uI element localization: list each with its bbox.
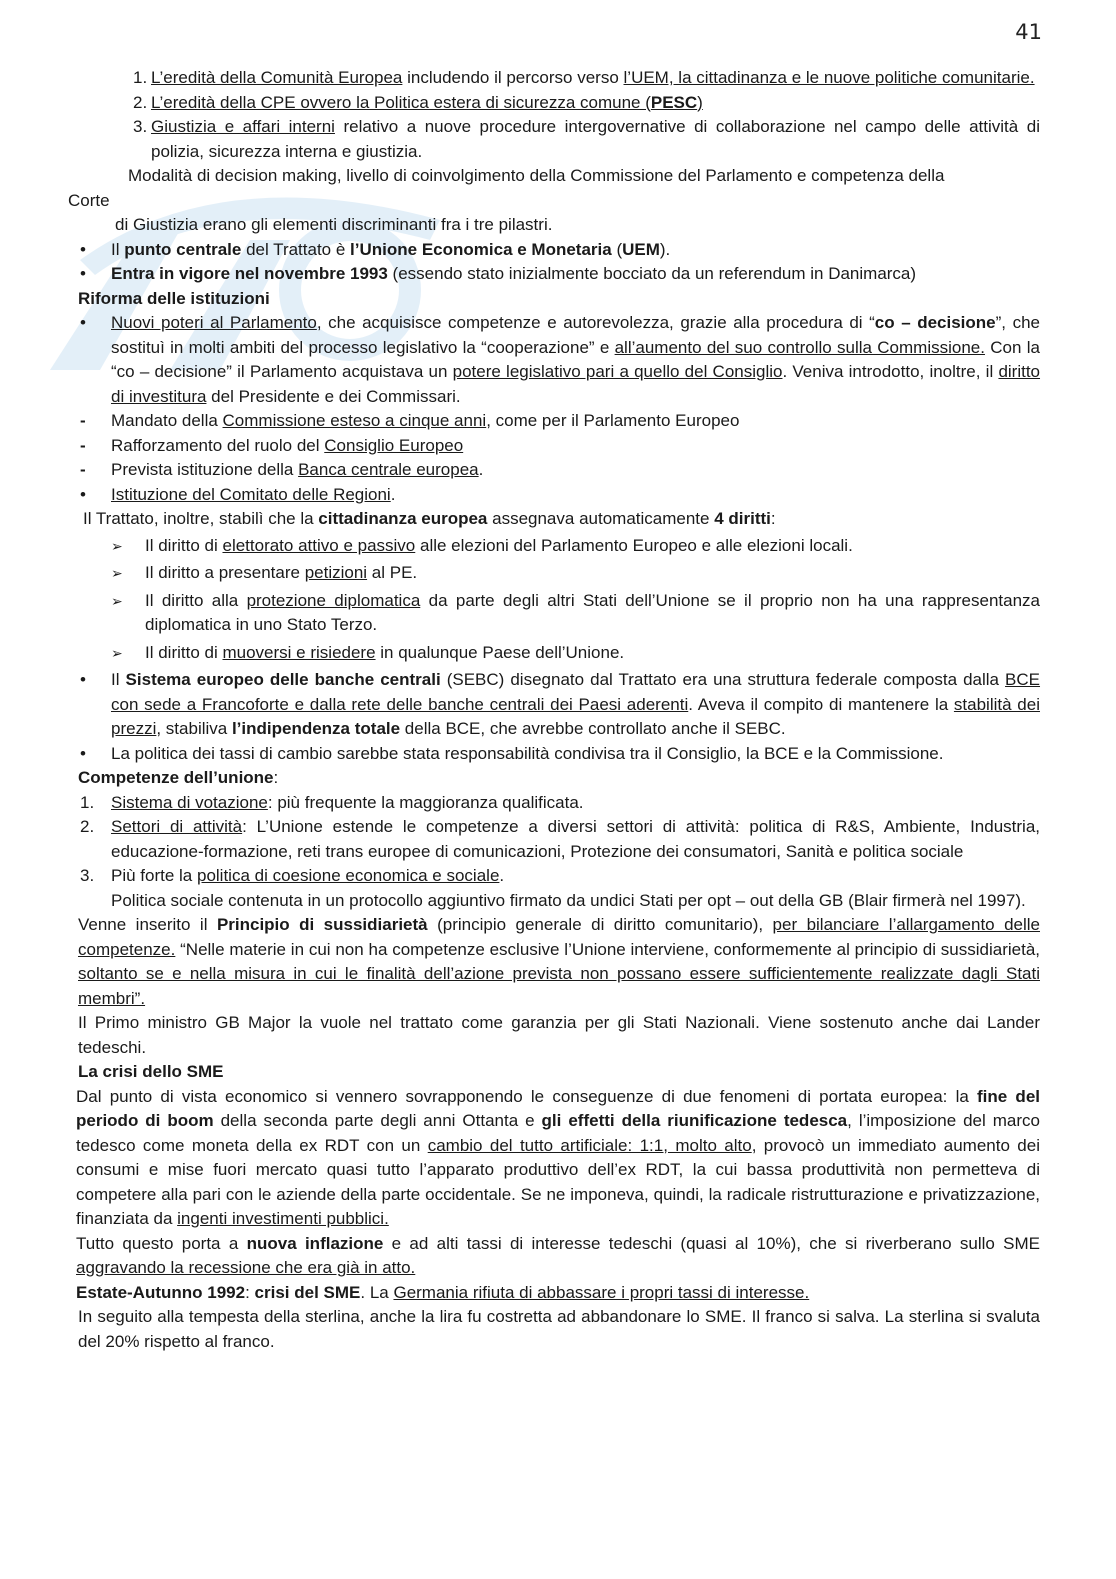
bullet-nuovi-poteri: • Nuovi poteri al Parlamento, che acquisisce competenze e autorevolezza, grazie alla procedura di “co – decisione”, che sostituì in molti ambiti del processo legislativo la “cooperazione” e all’aumento del suo controllo sulla Commissione. Con la “co – decisione” il Parlamento acquistava un potere legislativo pari a quello del Consiglio. Veniva introdotto, inoltre, il diritto di investitura del Presidente e dei Commissari. [80,313,1041,406]
competenza-item-2: 2. Settori di attività: L’Unione estende le competenze a diversi settori di attività: politica di R&S, Ambiente, Industria, educazione-formazione, reti trans europee di comunicazioni, Protezione dei consumatori, Sanità e politica sociale [80,817,1040,861]
diritto-item-4: ➢ Il diritto di muoversi e risiedere in qualunque Paese dell’Unione. [111,642,625,662]
sterlina-paragraph: In seguito alla tempesta della sterlina, anche la lira fu costretta ad abbandonare lo SME. Il franco si salva. La sterlina si svaluta del 20% rispetto al franco. [78,1307,1040,1351]
diritto-item-1: ➢ Il diritto di elettorato attivo e passivo alle elezioni del Parlamento Europeo e alle elezioni locali. [111,535,853,555]
dash-item-commissione: - Mandato della Commissione esteso a cinque anni, come per il Parlamento Europeo [80,411,740,430]
inflazione-paragraph: Tutto questo porta a nuova inflazione e ad alti tassi di interesse tedeschi (quasi al 10%), che si riverberano sullo SME aggravando la recessione che era già in atto. [76,1233,1040,1277]
numbered-item-2: 2. L’eredità della CPE ovvero la Politica estera di sicurezza comune (PESC) [133,92,703,112]
competenza-item-3: 3. Più forte la politica di coesione economica e sociale. [80,866,505,885]
bullet-sebc: • Il Sistema europeo delle banche centrali (SEBC) disegnato dal Trattato era una struttura federale composta dalla BCE con sede a Francoforte e dalla rete delle banche centrali dei Paesi aderenti. Aveva il compito di mantenere la stabilità dei prezzi, stabiliva l’indipendenza totale della BCE, che avrebbe controllato anche il SEBC. [80,670,1041,738]
modalita-line-3: di Giustizia erano gli elementi discriminanti fra i tre pilastri. [115,215,553,234]
crisi-paragraph: Dal punto di vista economico si vennero sovrapponendo le conseguenze di due fenomeni di portata europea: la fine del periodo di boom della seconda parte degli anni Ottanta e gli effetti della riunificazione tedesca, l’imposizione del marco tedesco come moneta della ex RDT con un cambio del tutto artificiale: 1:1, molto alto, provocò un immediato aumento dei consumi e mise fuori mercato quasi tutto l’apparato produttivo dell’ex RDT, la cui bassa produttività non permetteva di competere alla pari con le aziende della parte occidentale. Se ne imponeva, quindi, la radicale ristrutturazione e privatizzazione, finanziata da ingenti investimenti pubblici. [76,1086,1040,1228]
bullet-tassi-cambio: • La politica dei tassi di cambio sarebbe stata responsabilità condivisa tra il Consiglio, la BCE e la Commissione. [80,743,944,763]
document-body [68,66,1041,1354]
numbered-item-3: 3. Giustizia e affari interni relativo a nuove procedure intergovernative di collaborazione nel campo delle attività di polizia, sicurezza interna e giustizia. [133,117,1040,161]
politica-sociale: Politica sociale contenuta in un protocollo aggiuntivo firmato da undici Stati per opt – out della GB (Blair firmerà nel 1997). [111,890,1026,910]
numbered-item-1: 1. L’eredità della Comunità Europea includendo il percorso verso l’UEM, la cittadinanza e le nuove politiche comunitarie. [133,68,1035,87]
modalita-line-1: Modalità di decision making, livello di coinvolgimento della Commissione del Parlamento e competenza della [128,166,945,185]
modalita-line-2: Corte [68,190,110,210]
cittadinanza-intro: Il Trattato, inoltre, stabilì che la cittadinanza europea assegnava automaticamente 4 diritti: [83,509,776,528]
bullet-entra-in-vigore: • Entra in vigore nel novembre 1993 (essendo stato inizialmente bocciato da un referendum in Danimarca) [80,264,917,283]
sussidiarieta-paragraph: Venne inserito il Principio di sussidiarietà (principio generale di diritto comunitario), per bilanciare l’allargamento delle competenze. “Nelle materie in cui non ha competenze esclusive l’Unione interviene, conformemente al principio di sussidiarietà, soltanto se e nella misura in cui le finalità dell’azione prevista non possano essere sufficientemente realizzate dagli Stati membri”. [78,915,1040,1008]
competenza-item-1: 1. Sistema di votazione: più frequente la maggioranza qualificata. [80,792,584,812]
estate-autunno-line: Estate-Autunno 1992: crisi del SME. La Germania rifiuta di abbassare i propri tassi di interesse. [76,1282,810,1302]
major-paragraph: Il Primo ministro GB Major la vuole nel trattato come garanzia per gli Stati Nazionali. Viene sostenuto anche dai Lander tedeschi. [78,1013,1040,1057]
heading-riforma: Riforma delle istituzioni [78,288,270,308]
heading-crisi-sme: La crisi dello SME [78,1062,224,1081]
heading-competenze: Competenze dell’unione: [78,768,279,787]
dash-item-banca: - Prevista istituzione della Banca centrale europea. [80,460,484,479]
page-number: 41 [1015,20,1042,44]
diritto-item-3: ➢ Il diritto alla protezione diplomatica da parte degli altri Stati dell’Unione se il proprio non ha una rappresentanza diplomatica in uno Stato Terzo. [111,590,1040,634]
dash-item-consiglio: - Rafforzamento del ruolo del Consiglio Europeo [80,435,464,455]
diritto-item-2: ➢ Il diritto a presentare petizioni al PE. [111,563,418,582]
bullet-punto-centrale: • Il punto centrale del Trattato è l’Unione Economica e Monetaria (UEM). [80,239,671,259]
bullet-comitato: • Istituzione del Comitato delle Regioni. [80,484,396,504]
